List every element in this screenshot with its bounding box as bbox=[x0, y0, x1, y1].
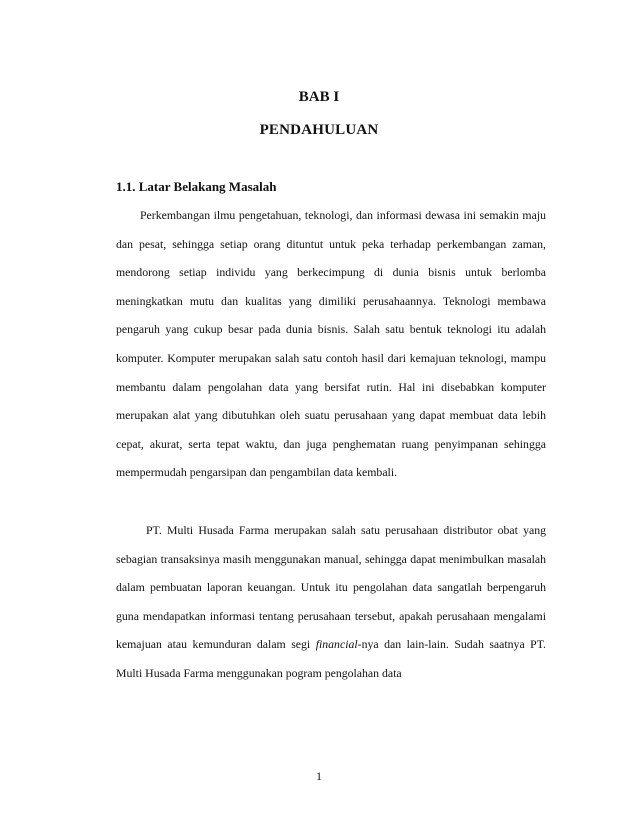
paragraph-1: Perkembangan ilmu pengetahuan, teknologi, dan informasi dewasa ini semakin maju dan pesat, sehingga setiap orang dituntut untuk peka terhadap perkembangan zaman, mendorong setiap individu yang berkecimpung di dunia bisnis untuk berlomba meningkatkan mutu dan kualitas yang dimiliki perusahaannya. Teknologi membawa pengaruh yang cukup besar pada dunia bisnis. Salah satu bentuk teknologi itu adalah komputer. Komputer merupakan salah satu contoh hasil dari kemajuan teknologi, mampu membantu dalam pengolahan data yang bersifat rutin. Hal ini disebabkan komputer merupakan alat yang dibutuhkan oleh suatu perusahaan yang dapat membuat data lebih cepat, akurat, serta tepat waktu, dan juga penghematan ruang penyimpanan sehingga mempermudah pengarsipan dan pengambilan data kembali. bbox=[116, 208, 546, 480]
paragraph-2-text-end: -nya dan lain-lain. Sudah saatnya PT. Multi Husada Farma menggunakan pogram pengolahan data bbox=[116, 637, 547, 680]
paragraph-2-text: PT. Multi Husada Farma merupakan salah satu perusahaan distributor obat yang sebagian transaksinya masih menggunakan manual, sehingga dapat menimbulkan masalah dalam pembuatan laporan keuangan. Untuk itu pengolahan data sangatlah berpengaruh guna mendapatkan informasi tentang perusahaan tersebut, apakah perusahaan mengalami kemajuan atau kemunduran dalam segi bbox=[116, 523, 546, 652]
paragraph-2-italic-term: financial bbox=[315, 637, 358, 652]
chapter-title: PENDAHULUAN bbox=[259, 122, 379, 138]
section-heading: 1.1. Latar Belakang Masalah bbox=[116, 179, 277, 194]
paragraph-2 bbox=[116, 516, 546, 688]
page-number: 1 bbox=[316, 769, 322, 783]
chapter-number: BAB I bbox=[298, 89, 340, 105]
